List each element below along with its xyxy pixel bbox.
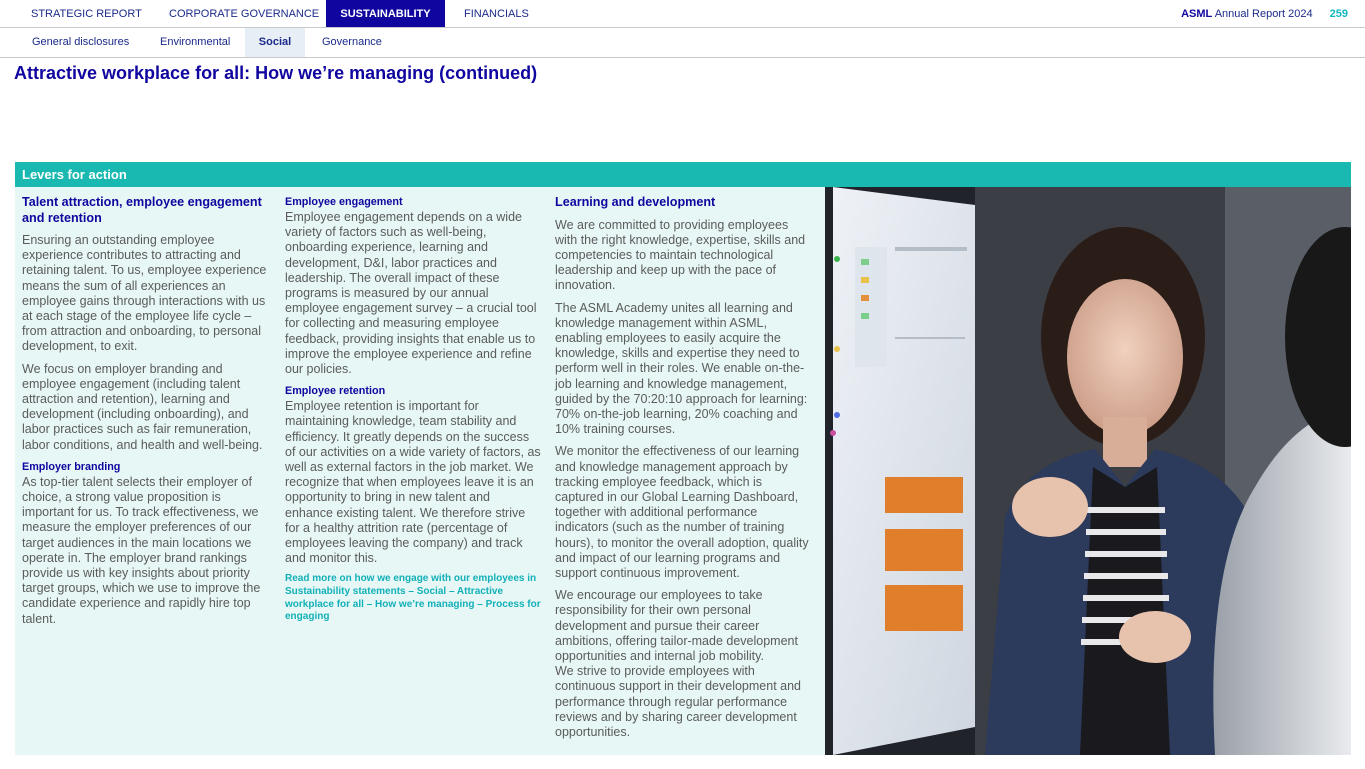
tab-strategic-report[interactable]: STRATEGIC REPORT: [31, 8, 142, 20]
engagement-read-more-link[interactable]: Read more on how we engage with our employees in Sustainability statements – Social – Attractive workplace for all – How we’re managing – Process for engaging: [285, 573, 541, 623]
engagement-heading: Employee engagement: [285, 196, 403, 208]
engagement-paragraph: Employee engagement depends on a wide variety of factors such as well-being, onboarding experience, learning and development, D&I, labor practices and leadership. The overall impact of these programs is measured by our annual employee engagement survey – a crucial tool for collecting and measuring employee feedback, providing insights that enable us to improve the employee experience and refine our policies.: [285, 210, 537, 377]
employer-branding-heading: Employer branding: [22, 460, 121, 473]
photo-presenter: [825, 187, 1351, 755]
column-learning: [555, 195, 813, 747]
talent-paragraph-2: We focus on employer branding and employee engagement (including talent attraction and retention), learning and development (including onboarding), and labor practices such as fair remuneration, labor conditions, and health and well-being.: [22, 361, 263, 452]
tab-sustainability[interactable]: SUSTAINABILITY: [326, 0, 445, 27]
retention-heading: Employee retention: [285, 385, 386, 398]
sub-nav: [0, 28, 1365, 58]
tab-financials[interactable]: FINANCIALS: [464, 8, 529, 20]
report-brand: ASML: [1181, 8, 1213, 20]
subtab-environmental[interactable]: Environmental: [160, 36, 231, 48]
learning-paragraph-2: The ASML Academy unites all learning and knowledge management within ASML, enabling employees to easily acquire the knowledge, skills and expertise they need to perform well in their roles. We enable on-the-job learning and knowledge management, guided by the 70:20:10 approach for learning: 70% on-the-job learning, 20% coaching and 10% training courses.: [555, 300, 808, 437]
talent-heading: Talent attraction, employee engagement and retention: [22, 195, 262, 225]
top-nav: [0, 0, 1365, 28]
column-engagement: [285, 195, 541, 624]
subtab-general-disclosures[interactable]: General disclosures: [32, 36, 130, 48]
learning-paragraph-4: We encourage our employees to take responsibility for their own personal development and pursue their career ambitions, offering tailor-made development opportunities and internal job mobility.: [555, 588, 798, 663]
subtab-governance[interactable]: Governance: [322, 36, 382, 48]
learning-heading: Learning and development: [555, 195, 716, 209]
learning-paragraph-1: We are committed to providing employees with the right knowledge, expertise, skills and competencies to maintain technological leadership and keep up with the pace of innovation.: [555, 217, 806, 293]
talent-paragraph-1: Ensuring an outstanding employee experience contributes to attracting and retaining talent. To us, employee experience means the sum of all experiences an employee gains through interactions with us at each stage of the employee life cycle – from attraction and onboarding, to personal development, to exit.: [22, 233, 267, 354]
report-name: Annual Report 2024: [1214, 8, 1313, 20]
tab-corporate-governance[interactable]: CORPORATE GOVERNANCE: [169, 8, 320, 20]
page-number: 259: [1329, 8, 1348, 20]
presenter-illustration: [825, 187, 1351, 755]
panel-header: Levers for action: [15, 162, 1351, 187]
learning-paragraph-3: We monitor the effectiveness of our learning and knowledge management approach by tracking employee feedback, which is captured in our Global Learning Dashboard, together with additional performance indicators (such as the number of training hours), to monitor the overall adoption, quality and impact of our learning programs and support continuous improvement.: [555, 444, 809, 580]
learning-paragraph-5: We strive to provide employees with continuous support in their development and performance through regular performance reviews and by sharing career development opportunities.: [555, 664, 801, 739]
column-talent: [22, 195, 274, 634]
employer-branding-paragraph: As top-tier talent selects their employer of choice, a strong value proposition is important for us. To track effectiveness, we measure the employer preferences of our target audiences in the main locations we operate in. The employer brand rankings provide us with key insights about priority target groups, which we use to improve the candidate experience and rapidly hire top talent.: [22, 474, 261, 626]
page-title: Attractive workplace for all: How we’re managing (continued): [14, 63, 538, 83]
report-label: [1181, 0, 1348, 27]
retention-paragraph: Employee retention is important for maintaining knowledge, team stability and efficiency. It greatly depends on the success of our activities on a wide variety of factors, as well as external factors in the job market. We recognize that when employees leave it is an opportunity to bring in new talent and enhance existing talent. We therefore strive for a healthy attrition rate (percentage of employees leaving the company) and track and monitor this.: [285, 399, 541, 566]
subtab-social[interactable]: Social: [245, 28, 305, 57]
